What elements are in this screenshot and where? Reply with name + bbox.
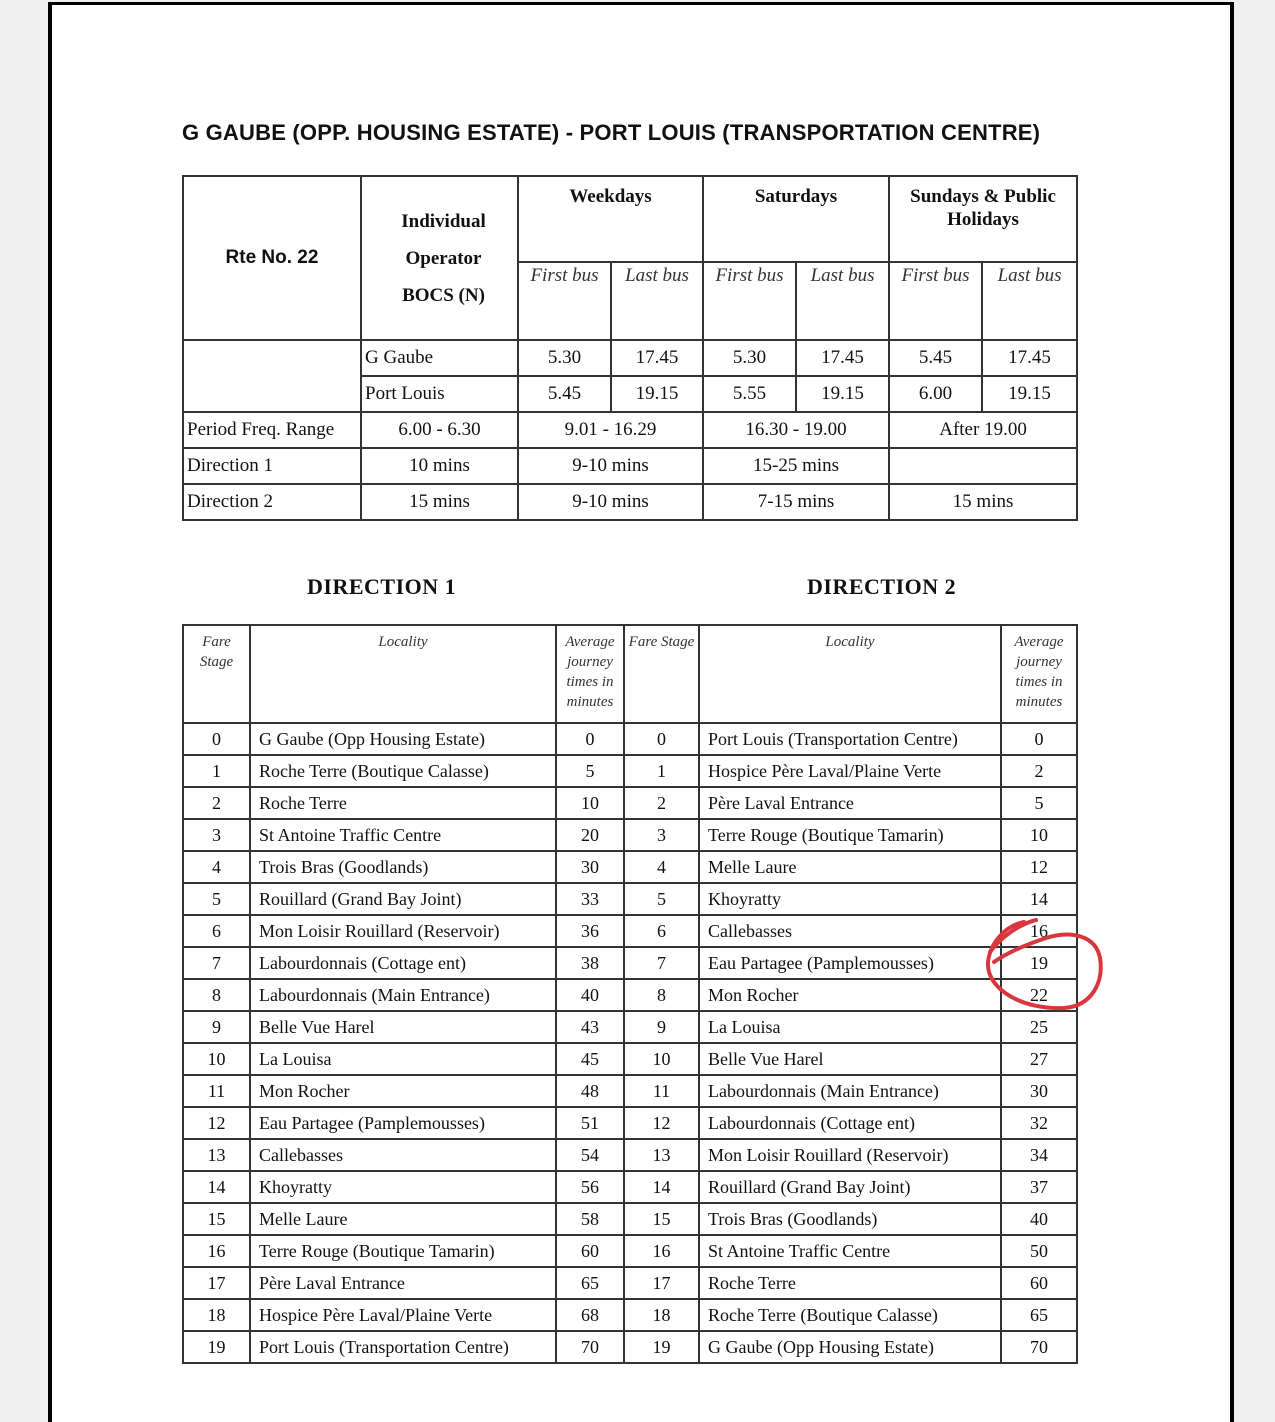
table-row bbox=[183, 947, 1077, 979]
last-bus-header: Last bus bbox=[611, 262, 703, 340]
fare-stage-cell: 12 bbox=[183, 1107, 250, 1139]
locality-cell: Rouillard (Grand Bay Joint) bbox=[699, 1171, 1001, 1203]
fare-stage-cell: 17 bbox=[624, 1267, 699, 1299]
direction-1-freq: 10 mins bbox=[361, 448, 518, 484]
journey-time-cell: 65 bbox=[1001, 1299, 1077, 1331]
locality-cell: Belle Vue Harel bbox=[250, 1011, 556, 1043]
journey-time-cell: 22 bbox=[1001, 979, 1077, 1011]
direction-1-freq: 15-25 mins bbox=[703, 448, 889, 484]
locality-cell: Rouillard (Grand Bay Joint) bbox=[250, 883, 556, 915]
journey-time-cell: 0 bbox=[556, 723, 624, 755]
locality-cell: La Louisa bbox=[250, 1043, 556, 1075]
fare-stage-cell: 15 bbox=[183, 1203, 250, 1235]
locality-cell: Mon Loisir Rouillard (Reservoir) bbox=[250, 915, 556, 947]
table-row bbox=[183, 1331, 1077, 1363]
journey-time-cell: 12 bbox=[1001, 851, 1077, 883]
fare-stage-cell: 9 bbox=[624, 1011, 699, 1043]
table-row bbox=[183, 819, 1077, 851]
timetable-summary bbox=[182, 175, 1078, 521]
time-cell: 5.30 bbox=[518, 340, 611, 376]
time-cell: 17.45 bbox=[796, 340, 889, 376]
journey-time-cell: 14 bbox=[1001, 883, 1077, 915]
journey-time-cell: 30 bbox=[1001, 1075, 1077, 1107]
table-row bbox=[183, 1139, 1077, 1171]
table-row bbox=[183, 851, 1077, 883]
table-row bbox=[183, 979, 1077, 1011]
route-blank-cell bbox=[183, 340, 361, 412]
operator-name bbox=[361, 176, 518, 340]
fare-stage-cell: 15 bbox=[624, 1203, 699, 1235]
journey-time-cell: 10 bbox=[1001, 819, 1077, 851]
locality-cell: Roche Terre (Boutique Calasse) bbox=[699, 1299, 1001, 1331]
locality-cell: Port Louis (Transportation Centre) bbox=[250, 1331, 556, 1363]
direction-2-label: Direction 2 bbox=[183, 484, 361, 520]
fare-stage-cell: 6 bbox=[624, 915, 699, 947]
fare-stage-cell: 8 bbox=[183, 979, 250, 1011]
fare-stage-cell: 3 bbox=[183, 819, 250, 851]
freq-range: 9.01 - 16.29 bbox=[518, 412, 703, 448]
sundays-header: Sundays & Public Holidays bbox=[889, 176, 1077, 262]
journey-time-cell: 60 bbox=[556, 1235, 624, 1267]
journey-time-cell: 0 bbox=[1001, 723, 1077, 755]
table-row bbox=[183, 1267, 1077, 1299]
table-row bbox=[183, 1011, 1077, 1043]
journey-time-cell: 56 bbox=[556, 1171, 624, 1203]
table-row bbox=[183, 1075, 1077, 1107]
fare-stage-header: Fare Stage bbox=[624, 625, 699, 723]
time-cell: 19.15 bbox=[611, 376, 703, 412]
route-number: Rte No. 22 bbox=[183, 176, 361, 340]
journey-time-cell: 20 bbox=[556, 819, 624, 851]
fare-stage-cell: 13 bbox=[183, 1139, 250, 1171]
table-row bbox=[183, 1299, 1077, 1331]
locality-cell: Hospice Père Laval/Plaine Verte bbox=[699, 755, 1001, 787]
table-row bbox=[183, 1043, 1077, 1075]
avg-time-header: Average journey times in minutes bbox=[556, 625, 624, 723]
locality-cell: Khoyratty bbox=[250, 1171, 556, 1203]
direction-2-freq: 7-15 mins bbox=[703, 484, 889, 520]
journey-time-cell: 50 bbox=[1001, 1235, 1077, 1267]
fare-stage-cell: 7 bbox=[624, 947, 699, 979]
operator-line-3: BOCS (N) bbox=[402, 284, 485, 306]
time-cell: 6.00 bbox=[889, 376, 982, 412]
locality-cell: Labourdonnais (Main Entrance) bbox=[250, 979, 556, 1011]
locality-cell: Mon Rocher bbox=[250, 1075, 556, 1107]
journey-time-cell: 34 bbox=[1001, 1139, 1077, 1171]
saturdays-header: Saturdays bbox=[703, 176, 889, 262]
fare-stage-cell: 5 bbox=[183, 883, 250, 915]
fare-stage-cell: 2 bbox=[183, 787, 250, 819]
locality-cell: Belle Vue Harel bbox=[699, 1043, 1001, 1075]
direction-2-freq: 15 mins bbox=[361, 484, 518, 520]
direction-1-label: Direction 1 bbox=[183, 448, 361, 484]
fare-stage-cell: 0 bbox=[183, 723, 250, 755]
table-row bbox=[183, 787, 1077, 819]
direction-1-freq bbox=[889, 448, 1077, 484]
time-cell: 5.45 bbox=[518, 376, 611, 412]
fare-stage-cell: 0 bbox=[624, 723, 699, 755]
journey-time-cell: 70 bbox=[1001, 1331, 1077, 1363]
locality-cell: Terre Rouge (Boutique Tamarin) bbox=[250, 1235, 556, 1267]
last-bus-header: Last bus bbox=[796, 262, 889, 340]
fare-stage-cell: 10 bbox=[183, 1043, 250, 1075]
locality-cell: Terre Rouge (Boutique Tamarin) bbox=[699, 819, 1001, 851]
fare-stage-cell: 9 bbox=[183, 1011, 250, 1043]
fare-stage-cell: 18 bbox=[624, 1299, 699, 1331]
fare-stage-cell: 11 bbox=[183, 1075, 250, 1107]
fare-stage-table bbox=[182, 624, 1078, 1364]
fare-stage-cell: 4 bbox=[183, 851, 250, 883]
first-bus-header: First bus bbox=[703, 262, 796, 340]
journey-time-cell: 38 bbox=[556, 947, 624, 979]
fare-stage-cell: 6 bbox=[183, 915, 250, 947]
time-cell: 5.30 bbox=[703, 340, 796, 376]
terminus-name: Port Louis bbox=[361, 376, 518, 412]
weekdays-header: Weekdays bbox=[518, 176, 703, 262]
locality-header: Locality bbox=[250, 625, 556, 723]
journey-time-cell: 54 bbox=[556, 1139, 624, 1171]
fare-stage-cell: 7 bbox=[183, 947, 250, 979]
fare-stage-cell: 3 bbox=[624, 819, 699, 851]
locality-cell: Mon Loisir Rouillard (Reservoir) bbox=[699, 1139, 1001, 1171]
time-cell: 19.15 bbox=[796, 376, 889, 412]
table-row bbox=[183, 755, 1077, 787]
direction-2-freq: 15 mins bbox=[889, 484, 1077, 520]
journey-time-cell: 37 bbox=[1001, 1171, 1077, 1203]
time-cell: 17.45 bbox=[982, 340, 1077, 376]
direction-1-heading: DIRECTION 1 bbox=[307, 574, 457, 599]
journey-time-cell: 25 bbox=[1001, 1011, 1077, 1043]
locality-cell: Callebasses bbox=[250, 1139, 556, 1171]
journey-time-cell: 5 bbox=[556, 755, 624, 787]
fare-stage-cell: 10 bbox=[624, 1043, 699, 1075]
locality-cell: Père Laval Entrance bbox=[699, 787, 1001, 819]
journey-time-cell: 5 bbox=[1001, 787, 1077, 819]
locality-cell: Roche Terre bbox=[699, 1267, 1001, 1299]
journey-time-cell: 68 bbox=[556, 1299, 624, 1331]
fare-stage-cell: 18 bbox=[183, 1299, 250, 1331]
operator-line-1: Individual bbox=[401, 210, 486, 232]
table-row bbox=[183, 723, 1077, 755]
journey-time-cell: 45 bbox=[556, 1043, 624, 1075]
terminus-name: G Gaube bbox=[361, 340, 518, 376]
locality-cell: Port Louis (Transportation Centre) bbox=[699, 723, 1001, 755]
avg-time-header: Average journey times in minutes bbox=[1001, 625, 1077, 723]
locality-cell: Labourdonnais (Main Entrance) bbox=[699, 1075, 1001, 1107]
fare-stage-cell: 13 bbox=[624, 1139, 699, 1171]
journey-time-cell: 32 bbox=[1001, 1107, 1077, 1139]
locality-cell: Callebasses bbox=[699, 915, 1001, 947]
locality-cell: Mon Rocher bbox=[699, 979, 1001, 1011]
journey-time-cell: 19 bbox=[1001, 947, 1077, 979]
table-row bbox=[183, 1203, 1077, 1235]
locality-header: Locality bbox=[699, 625, 1001, 723]
journey-time-cell: 65 bbox=[556, 1267, 624, 1299]
table-row bbox=[183, 1107, 1077, 1139]
locality-cell: Roche Terre bbox=[250, 787, 556, 819]
fare-stage-cell: 2 bbox=[624, 787, 699, 819]
fare-stage-cell: 1 bbox=[624, 755, 699, 787]
fare-stage-cell: 8 bbox=[624, 979, 699, 1011]
locality-cell: St Antoine Traffic Centre bbox=[699, 1235, 1001, 1267]
locality-cell: St Antoine Traffic Centre bbox=[250, 819, 556, 851]
locality-cell: Trois Bras (Goodlands) bbox=[699, 1203, 1001, 1235]
direction-2-heading: DIRECTION 2 bbox=[807, 574, 957, 599]
locality-cell: Eau Partagee (Pamplemousses) bbox=[699, 947, 1001, 979]
table-row bbox=[183, 915, 1077, 947]
table-row bbox=[183, 1235, 1077, 1267]
fare-stage-cell: 16 bbox=[624, 1235, 699, 1267]
freq-range: After 19.00 bbox=[889, 412, 1077, 448]
locality-cell: Trois Bras (Goodlands) bbox=[250, 851, 556, 883]
journey-time-cell: 43 bbox=[556, 1011, 624, 1043]
first-bus-header: First bus bbox=[518, 262, 611, 340]
last-bus-header: Last bus bbox=[982, 262, 1077, 340]
locality-cell: Labourdonnais (Cottage ent) bbox=[699, 1107, 1001, 1139]
fare-stage-cell: 17 bbox=[183, 1267, 250, 1299]
locality-cell: G Gaube (Opp Housing Estate) bbox=[250, 723, 556, 755]
locality-cell: Roche Terre (Boutique Calasse) bbox=[250, 755, 556, 787]
journey-time-cell: 48 bbox=[556, 1075, 624, 1107]
journey-time-cell: 27 bbox=[1001, 1043, 1077, 1075]
journey-time-cell: 58 bbox=[556, 1203, 624, 1235]
fare-stage-cell: 16 bbox=[183, 1235, 250, 1267]
fare-stage-cell: 14 bbox=[183, 1171, 250, 1203]
fare-stage-cell: 5 bbox=[624, 883, 699, 915]
journey-time-cell: 30 bbox=[556, 851, 624, 883]
locality-cell: Melle Laure bbox=[250, 1203, 556, 1235]
fare-stage-cell: 11 bbox=[624, 1075, 699, 1107]
time-cell: 19.15 bbox=[982, 376, 1077, 412]
fare-stage-cell: 1 bbox=[183, 755, 250, 787]
locality-cell: Labourdonnais (Cottage ent) bbox=[250, 947, 556, 979]
route-title: G GAUBE (OPP. HOUSING ESTATE) - PORT LOUIS (TRANSPORTATION CENTRE) bbox=[182, 120, 1041, 145]
direction-2-freq: 9-10 mins bbox=[518, 484, 703, 520]
journey-time-cell: 36 bbox=[556, 915, 624, 947]
journey-time-cell: 40 bbox=[1001, 1203, 1077, 1235]
first-bus-header: First bus bbox=[889, 262, 982, 340]
fare-stage-rows bbox=[183, 723, 1077, 1363]
freq-range: 6.00 - 6.30 bbox=[361, 412, 518, 448]
locality-cell: Melle Laure bbox=[699, 851, 1001, 883]
journey-time-cell: 10 bbox=[556, 787, 624, 819]
journey-time-cell: 33 bbox=[556, 883, 624, 915]
time-cell: 5.55 bbox=[703, 376, 796, 412]
table-row bbox=[183, 1171, 1077, 1203]
journey-time-cell: 60 bbox=[1001, 1267, 1077, 1299]
time-cell: 17.45 bbox=[611, 340, 703, 376]
fare-stage-cell: 4 bbox=[624, 851, 699, 883]
journey-time-cell: 2 bbox=[1001, 755, 1077, 787]
fare-stage-header: Fare Stage bbox=[183, 625, 250, 723]
locality-cell: La Louisa bbox=[699, 1011, 1001, 1043]
fare-stage-cell: 14 bbox=[624, 1171, 699, 1203]
journey-time-cell: 51 bbox=[556, 1107, 624, 1139]
locality-cell: Père Laval Entrance bbox=[250, 1267, 556, 1299]
fare-stage-cell: 12 bbox=[624, 1107, 699, 1139]
fare-stage-cell: 19 bbox=[624, 1331, 699, 1363]
locality-cell: G Gaube (Opp Housing Estate) bbox=[699, 1331, 1001, 1363]
journey-time-cell: 16 bbox=[1001, 915, 1077, 947]
time-cell: 5.45 bbox=[889, 340, 982, 376]
locality-cell: Hospice Père Laval/Plaine Verte bbox=[250, 1299, 556, 1331]
freq-range: 16.30 - 19.00 bbox=[703, 412, 889, 448]
direction-1-freq: 9-10 mins bbox=[518, 448, 703, 484]
journey-time-cell: 70 bbox=[556, 1331, 624, 1363]
locality-cell: Khoyratty bbox=[699, 883, 1001, 915]
journey-time-cell: 40 bbox=[556, 979, 624, 1011]
fare-stage-cell: 19 bbox=[183, 1331, 250, 1363]
table-row bbox=[183, 883, 1077, 915]
freq-range-label: Period Freq. Range bbox=[183, 412, 361, 448]
operator-line-2: Operator bbox=[405, 247, 482, 269]
locality-cell: Eau Partagee (Pamplemousses) bbox=[250, 1107, 556, 1139]
